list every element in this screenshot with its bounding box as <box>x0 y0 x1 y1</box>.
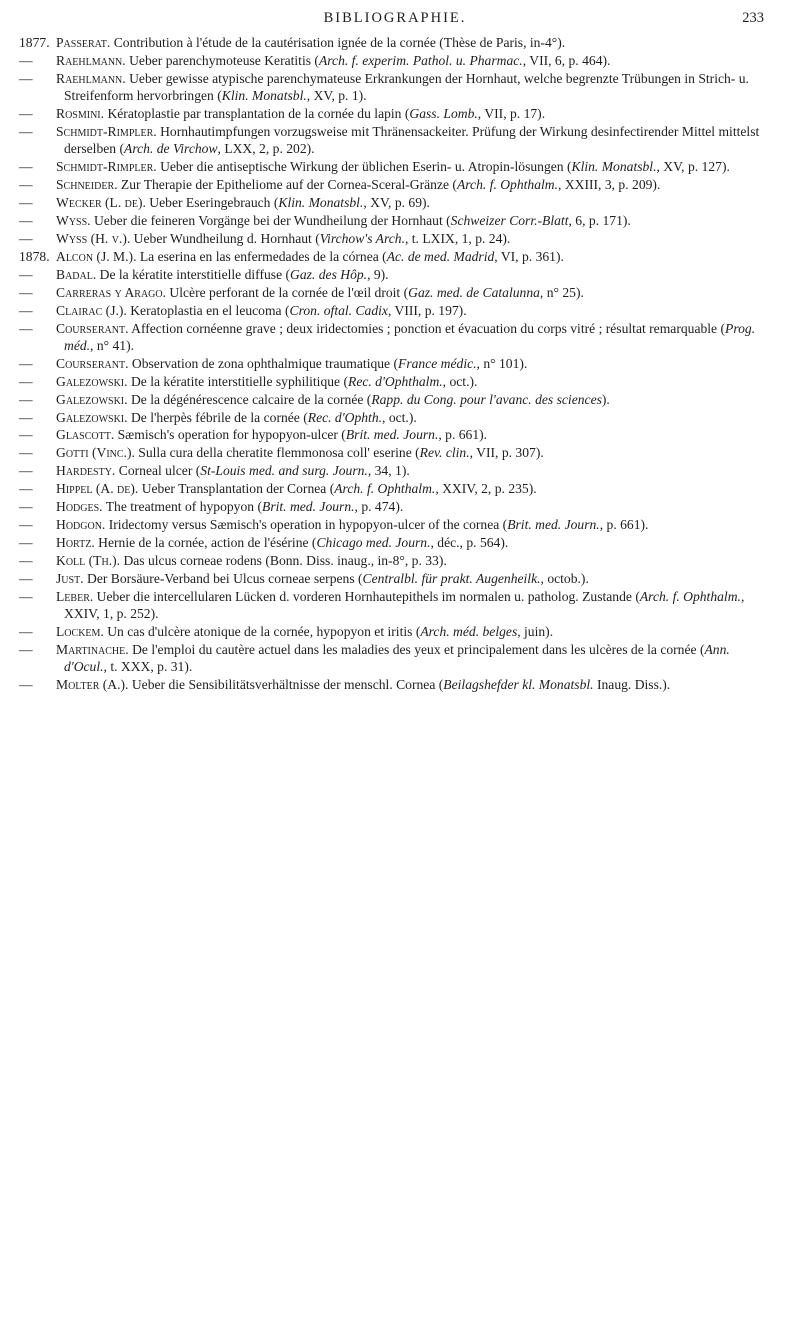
bibliography-entry <box>20 480 770 497</box>
bibliography-entry <box>20 373 770 390</box>
bibliography-entry <box>20 176 770 193</box>
entry-citation: , XV, p. 69). <box>363 195 430 211</box>
entry-citation: , XXIII, 3, p. 209). <box>558 177 661 193</box>
entry-author: Raehlmann. <box>56 70 126 86</box>
entry-source: Gaz. des Hôp. <box>290 266 368 282</box>
entry-source: Ac. de med. Madrid <box>386 248 495 264</box>
entry-year: 1878. <box>19 248 50 264</box>
entry-year: — <box>19 124 33 140</box>
entry-author: Hardesty. <box>56 463 116 479</box>
entry-title: De la kératite interstitielle diffuse ( <box>99 266 291 282</box>
entry-author: Galezowski. <box>56 391 128 407</box>
bibliography-entry <box>20 194 770 211</box>
entry-author: Glascott. <box>56 427 115 443</box>
entry-source: Klin. Monatsbl. <box>571 159 657 175</box>
entry-author: Alcon (J. M.). <box>56 248 137 264</box>
entry-year: — <box>19 481 33 497</box>
entry-year: — <box>19 463 33 479</box>
bibliography-entry <box>20 426 770 443</box>
entry-year: — <box>19 677 33 693</box>
bibliography-entry <box>20 623 770 640</box>
entry-author: Molter (A.). <box>56 677 129 693</box>
page-header <box>20 10 770 34</box>
entry-citation: , p. 661). <box>599 516 649 532</box>
entry-title: Affection cornéenne grave ; deux iridectomies ; ponction et évacuation du corps vitré ; résultat remarquable ( <box>131 320 726 336</box>
entry-year: — <box>19 213 33 229</box>
entry-author: Koll (Th.). <box>56 552 121 568</box>
bibliography-entry <box>20 284 770 301</box>
entry-citation: , oct.). <box>382 409 417 425</box>
entry-year: — <box>19 302 33 318</box>
bibliography-entry <box>20 355 770 372</box>
entry-title: Ueber Transplantation der Cornea ( <box>141 481 335 497</box>
entry-title: Corneal ulcer ( <box>118 463 201 479</box>
entry-citation: , XV, p. 1). <box>306 88 367 104</box>
entry-author: Hodgon. <box>56 516 106 532</box>
bibliography-entry <box>20 641 770 676</box>
entry-citation: , déc., p. 564). <box>430 534 509 550</box>
entry-citation: , VIII, p. 197). <box>387 302 467 318</box>
entry-text: Contribution à l'étude de la cautérisation ignée de la cornée (Thèse de Paris, in-4°). <box>113 35 566 50</box>
bibliography-entry <box>20 70 770 105</box>
entry-author: Passerat. <box>56 35 111 50</box>
bibliography-entry <box>20 444 770 461</box>
entry-source: Arch. de Virchow <box>124 141 218 157</box>
entry-author: Courserant. <box>56 320 129 336</box>
entry-title: Un cas d'ulcère atonique de la cornée, hypopyon et iritis ( <box>107 623 421 639</box>
bibliography-entry <box>20 158 770 175</box>
bibliography-entry <box>20 570 770 587</box>
entry-title: Kératoplastie par transplantation de la cornée du lapin ( <box>107 106 410 122</box>
entry-title: Observation de zona ophthalmique traumatique ( <box>131 355 399 371</box>
entry-source: Schweizer Corr.-Blatt <box>450 213 569 229</box>
entry-title: Ueber die intercellularen Lücken d. vorderen Hornhautepithels im normalen u. patholog. Zustande ( <box>96 588 640 604</box>
entry-title: De la kératite interstitielle syphilitique ( <box>130 373 349 389</box>
entry-citation: , LXX, 2, p. 202). <box>217 141 315 157</box>
entry-source: Prog. méd. <box>64 320 756 353</box>
entry-source: Rapp. du Cong. pour l'avanc. des sciences <box>371 391 602 407</box>
entry-year: — <box>19 355 33 371</box>
entry-source: Klin. Monatsbl. <box>221 88 307 104</box>
entry-author: Schmidt-Rimpler. <box>56 124 157 140</box>
entry-citation: , n° 101). <box>476 355 528 371</box>
entry-author: Gotti (Vinc.). <box>56 445 135 461</box>
bibliography-entry <box>20 52 770 69</box>
entry-year: — <box>19 623 33 639</box>
entry-author: Badal. <box>56 266 97 282</box>
entry-title: Sæmisch's operation for hypopyon-ulcer ( <box>117 427 346 443</box>
entry-citation: , XV, p. 127). <box>656 159 730 175</box>
entry-citation: , n° 25). <box>539 284 584 300</box>
entry-citation: , p. 474). <box>354 499 404 515</box>
entry-citation: , t. LXIX, 1, p. 24). <box>404 230 511 246</box>
bibliography-entry <box>20 516 770 533</box>
entry-author: Hippel (A. de). <box>56 481 139 497</box>
entry-author: Lockem. <box>56 623 104 639</box>
entry-source: Beilagshefder kl. Monatsbl. <box>443 677 594 693</box>
entry-author: Galezowski. <box>56 409 128 425</box>
bibliography-entry <box>20 230 770 247</box>
entry-title: Ueber Wundheilung d. Hornhaut ( <box>133 230 320 246</box>
bibliography-entry <box>20 534 770 551</box>
bibliography-entry <box>20 248 770 265</box>
entry-year: — <box>19 570 33 586</box>
entry-citation: , 34, 1). <box>367 463 410 479</box>
entry-citation: , 9). <box>367 266 389 282</box>
entry-source: Ann. d'Ocul. <box>64 641 730 675</box>
entry-author: Wyss. <box>56 213 91 229</box>
entry-year: — <box>19 195 33 211</box>
entry-citation: , 6, p. 171). <box>568 213 631 229</box>
bibliography-entry <box>20 391 770 408</box>
entry-source: Arch. f. Ophthalm. <box>334 481 436 497</box>
entry-citation: , VII, p. 307). <box>469 445 544 461</box>
entry-author: Schneider. <box>56 177 118 193</box>
entry-title: Hornhautimpfungen vorzugsweise mit Thränensackeiter. Prüfung der Wirkung desinfectirender Mittel mittelst derselben ( <box>64 124 760 157</box>
entry-year: — <box>19 552 33 568</box>
entry-title: Sulla cura della cheratite flemmonosa coll' eserine ( <box>138 445 420 461</box>
entry-source: Brit. med. Journ. <box>262 499 355 515</box>
entry-author: Hortz. <box>56 534 95 550</box>
entry-year: — <box>19 70 33 86</box>
bibliography-entry <box>20 34 770 51</box>
bibliography-entry <box>20 498 770 515</box>
entry-source: Cron. oftal. Cadix <box>289 302 388 318</box>
entry-source: Brit. med. Journ. <box>507 516 600 532</box>
entry-title: Ueber gewisse atypische parenchymateuse Erkrankungen der Hornhaut, welche begrenzte Trübungen in Strich- u. Streifenform hervorbringen ( <box>64 70 749 104</box>
entry-title: De l'herpès fébrile de la cornée ( <box>130 409 308 425</box>
bibliography-entry <box>20 266 770 283</box>
entry-title: La eserina en las enfermedades de la córnea ( <box>139 248 387 264</box>
running-title: BIBLIOGRAPHIE. <box>323 10 467 26</box>
entry-citation: , VI, p. 361). <box>494 248 564 264</box>
entry-source: Brit. med. Journ. <box>345 427 439 443</box>
entry-title: De la dégénérescence calcaire de la cornée ( <box>130 391 372 407</box>
entry-source: Rev. clin. <box>419 445 470 461</box>
entry-citation: ). <box>601 391 610 407</box>
bibliography-entry <box>20 588 770 623</box>
entry-source: Arch. f. experim. Pathol. u. Pharmac. <box>318 52 523 68</box>
entry-source: Arch. f. Ophthalm. <box>639 588 741 604</box>
entry-source: Gass. Lomb. <box>409 106 478 122</box>
entry-title: Ueber parenchymoteuse Keratitis ( <box>129 52 319 68</box>
entry-year: — <box>19 588 33 604</box>
entry-year: — <box>19 427 33 443</box>
bibliography-entry <box>20 409 770 426</box>
entry-source: Rec. d'Ophthalm. <box>348 373 443 389</box>
entry-author: Just. <box>56 570 84 586</box>
bibliography-entry <box>20 552 770 569</box>
entry-year: — <box>19 52 33 68</box>
entry-title: Keratoplastia en el leucoma ( <box>130 302 290 318</box>
entry-source: France médic. <box>398 355 477 371</box>
bibliography-entry <box>20 320 770 355</box>
entry-citation: , octob.). <box>540 570 589 586</box>
entry-source: Chicago med. Journ. <box>316 534 431 550</box>
entry-citation: , juin). <box>517 623 554 639</box>
entry-year: — <box>19 284 33 300</box>
entry-citation: , VII, 6, p. 464). <box>522 52 611 68</box>
entry-author: Rosmini. <box>56 106 105 122</box>
entry-title: Ueber die Sensibilitätsverhältnisse der menschl. Cornea ( <box>131 677 444 693</box>
entry-year: — <box>19 534 33 550</box>
entry-author: Hodges. <box>56 499 103 515</box>
entry-source: Rec. d'Ophth. <box>307 409 383 425</box>
entry-source: St-Louis med. and surg. Journ. <box>200 463 368 479</box>
entry-year: — <box>19 516 33 532</box>
entry-year: — <box>19 445 33 461</box>
entry-title: Ueber die feineren Vorgänge bei der Wundheilung der Hornhaut ( <box>93 213 451 229</box>
bibliography-entry <box>20 212 770 229</box>
entry-citation: , XXIV, 2, p. 235). <box>435 481 537 497</box>
entry-citation: , XXIV, 1, p. 252). <box>64 588 745 621</box>
bibliography-entry <box>20 676 770 693</box>
entry-author: Clairac (J.). <box>56 302 127 318</box>
entry-title: Ueber Eseringebrauch ( <box>149 195 279 211</box>
entry-author: Wyss (H. v.). <box>56 230 131 246</box>
entry-citation: , p. 661). <box>438 427 488 443</box>
entry-title: The treatment of hypopyon ( <box>105 499 263 515</box>
page-number: 233 <box>742 10 764 26</box>
bibliography-entry <box>20 462 770 479</box>
entry-source: Arch. méd. belges <box>420 623 518 639</box>
entry-title: Ueber die antiseptische Wirkung der üblichen Eserin- u. Atropin-lösungen ( <box>160 159 572 175</box>
entry-year: — <box>19 409 33 425</box>
entry-author: Leber. <box>56 588 94 604</box>
entry-author: Wecker (L. de). <box>56 195 146 211</box>
entry-year: — <box>19 391 33 407</box>
entry-title: Der Borsäure-Verband bei Ulcus corneae serpens ( <box>87 570 363 586</box>
entry-author: Raehlmann. <box>56 52 126 68</box>
entry-year: — <box>19 320 33 336</box>
entry-title: De l'emploi du cautère actuel dans les maladies des yeux et principalement dans les ulcères de la cornée ( <box>132 641 705 657</box>
entry-text: Das ulcus corneae rodens (Bonn. Diss. inaug., in-8°, p. 33). <box>123 552 447 568</box>
entry-source: Centralbl. für prakt. Augenheilk. <box>362 570 541 586</box>
entry-citation: , t. XXX, p. 31). <box>103 659 193 675</box>
entry-author: Courserant. <box>56 355 129 371</box>
entry-author: Martinache. <box>56 641 129 657</box>
bibliography-entry <box>20 302 770 319</box>
entry-year: — <box>19 230 33 246</box>
bibliography-list <box>20 34 770 694</box>
bibliography-entry <box>20 105 770 122</box>
entry-year: — <box>19 373 33 389</box>
entry-year: — <box>19 159 33 175</box>
entry-title: Iridectomy versus Sæmisch's operation in hypopyon-ulcer of the cornea ( <box>108 516 508 532</box>
bibliography-entry <box>20 123 770 158</box>
entry-year: — <box>19 177 33 193</box>
entry-source: Gaz. med. de Catalunna <box>408 284 540 300</box>
entry-title: Hernie de la cornée, action de l'ésérine ( <box>98 534 317 550</box>
entry-year: — <box>19 106 33 122</box>
entry-title: Zur Therapie der Epitheliome auf der Cornea-Sceral-Gränze ( <box>120 177 457 193</box>
entry-year: — <box>19 499 33 515</box>
entry-citation: , VII, p. 17). <box>477 106 546 122</box>
entry-source: Klin. Monatsbl. <box>278 195 364 211</box>
entry-citation: , oct.). <box>442 373 478 389</box>
entry-citation: Inaug. Diss.). <box>593 677 671 693</box>
entry-year: 1877. <box>19 35 50 50</box>
entry-citation: , n° 41). <box>90 337 134 353</box>
entry-author: Schmidt-Rimpler. <box>56 159 157 175</box>
entry-source: Arch. f. Ophthalm. <box>456 177 559 193</box>
entry-author: Galezowski. <box>56 373 128 389</box>
entry-year: — <box>19 641 33 657</box>
entry-title: Ulcère perforant de la cornée de l'œil droit ( <box>169 284 409 300</box>
entry-author: Carreras y Arago. <box>56 284 167 300</box>
entry-source: Virchow's Arch. <box>319 230 405 246</box>
entry-year: — <box>19 266 33 282</box>
